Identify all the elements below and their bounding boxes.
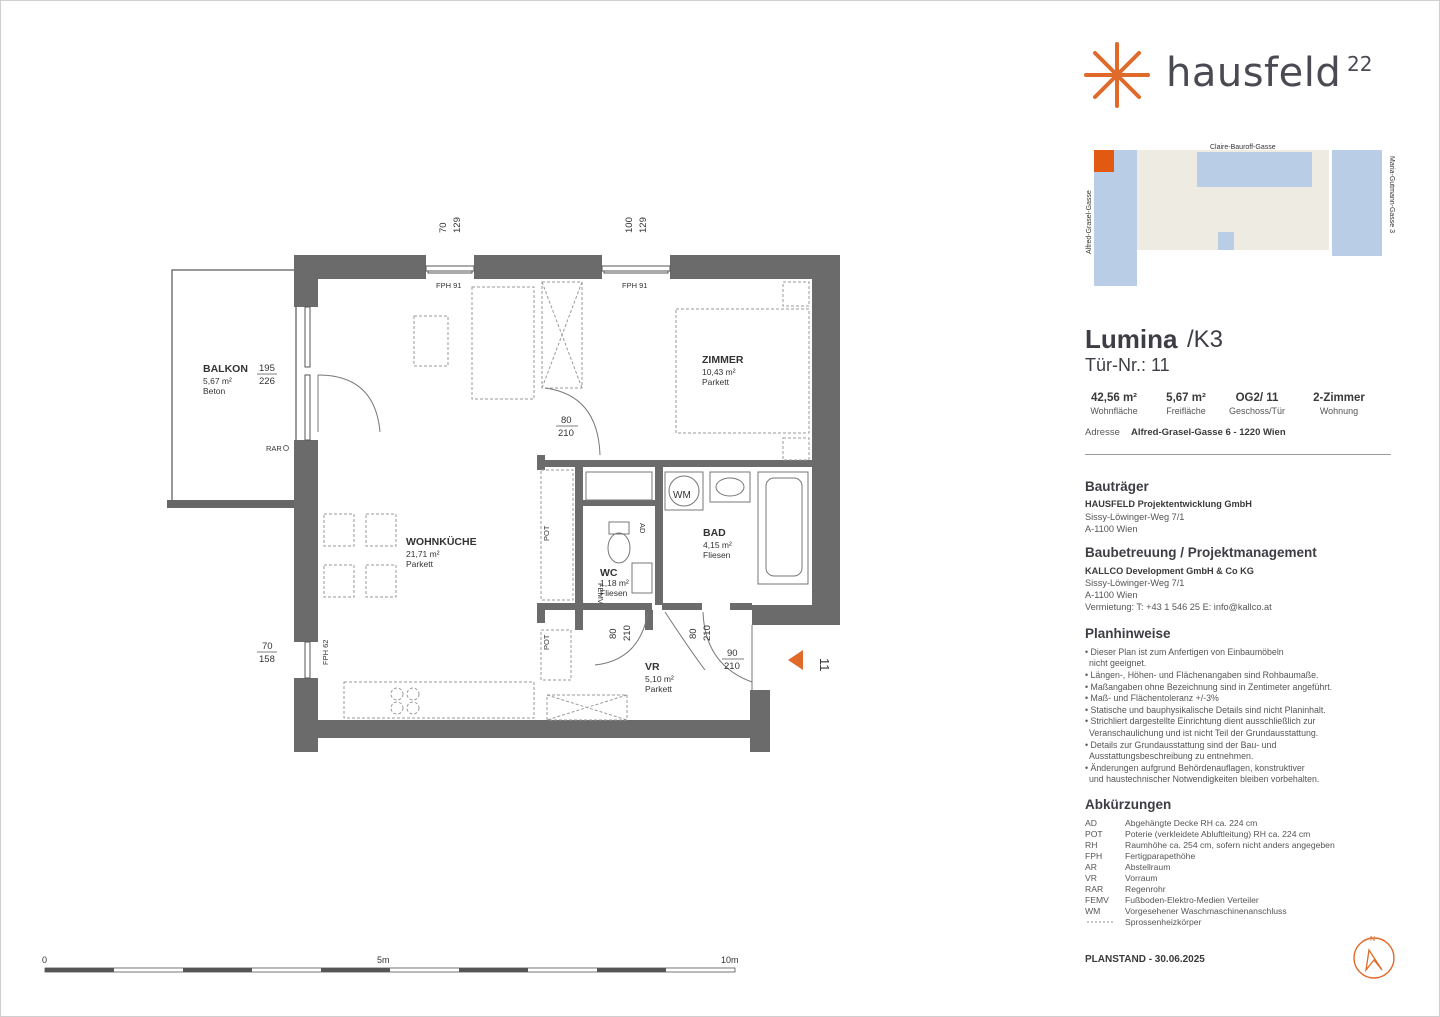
room-name-balkon: BALKON <box>203 363 248 375</box>
abbr-value: Vorgesehener Waschmaschinenanschluss <box>1125 906 1287 916</box>
divider <box>1085 454 1391 455</box>
fact-wohnung: 2-Zimmer Wohnung <box>1313 392 1365 416</box>
street-label: Maria-Gutmann-Gasse 3 <box>1388 156 1395 234</box>
pot-label: POT <box>542 634 551 650</box>
abbr-key: POT <box>1085 829 1103 839</box>
abbr-value: Vorraum <box>1125 873 1158 883</box>
note-line: • Maßangaben ohne Bezeichnung sind in Zentimeter angeführt. <box>1085 682 1333 692</box>
address-label: Adresse <box>1085 427 1120 438</box>
note-line: • Statische und bauphysikalische Details sind nicht Planinhalt. <box>1085 705 1326 715</box>
logo-number: 22 <box>1347 52 1373 76</box>
planstand: PLANSTAND - 30.06.2025 <box>1085 954 1205 965</box>
dim-value: 90 <box>727 648 738 659</box>
dim-value: 80 <box>608 628 619 639</box>
developer-city: A-1100 Wien <box>1085 524 1138 534</box>
abbr-value: Abstellraum <box>1125 862 1171 872</box>
ad-label: AD <box>638 523 647 534</box>
building-code: /K3 <box>1187 326 1224 353</box>
abbr-key: RAR <box>1085 884 1104 894</box>
fph-label: FPH 91 <box>436 281 462 290</box>
abbr-value: Poterie (verkleidete Abluftleitung) RH ca. 224 cm <box>1125 829 1311 839</box>
dim-value: 80 <box>561 415 572 426</box>
room-floor-balkon: Beton <box>203 386 226 396</box>
room-area-wohnkueche: 21,71 m² <box>406 549 440 559</box>
dim-value: 70 <box>262 641 273 652</box>
sanitary <box>586 472 808 593</box>
abbr-key: AR <box>1085 862 1097 872</box>
femv-label: FEMV <box>596 583 605 604</box>
entrance-number: 11 <box>817 658 832 672</box>
dim-value: 226 <box>259 376 275 387</box>
abbr-key: FEMV <box>1085 895 1109 905</box>
compass-icon <box>1348 930 1400 982</box>
scale-bar <box>42 955 739 972</box>
room-area-zimmer: 10,43 m² <box>702 367 736 377</box>
management-company: KALLCO Development GmbH & Co KG <box>1085 566 1254 576</box>
room-area-vr: 5,10 m² <box>645 674 674 684</box>
abbr-value: Fußboden-Elektro-Medien Verteiler <box>1125 895 1259 905</box>
scale-label: 10m <box>721 955 739 965</box>
note-line: • Maß- und Flächentoleranz +/-3% <box>1085 693 1219 703</box>
fact-geschoss: OG2/ 11 Geschoss/Tür <box>1228 392 1286 416</box>
abbr-key: AD <box>1085 818 1097 828</box>
room-floor-wohnkueche: Parkett <box>406 559 433 569</box>
street-label: Alfred-Grasel-Gasse <box>1086 190 1093 254</box>
fph-label: FPH 62 <box>321 639 330 665</box>
developer-street: Sissy-Löwinger-Weg 7/1 <box>1085 512 1185 522</box>
room-floor-zimmer: Parkett <box>702 377 729 387</box>
dim-value: 80 <box>688 628 699 639</box>
doors <box>318 375 752 690</box>
room-name-bad: BAD <box>703 527 726 539</box>
dim-value: 70 <box>438 222 449 233</box>
entrance-arrow-icon <box>788 650 803 670</box>
abbreviations-heading: Abkürzungen <box>1085 797 1172 812</box>
notes-heading: Planhinweise <box>1085 626 1171 641</box>
note-line: • Längen-, Höhen- und Flächenangaben sind Rohbaumaße. <box>1085 670 1319 680</box>
developer-company: HAUSFELD Projektentwicklung GmbH <box>1085 499 1252 509</box>
dim-value: 210 <box>558 428 574 439</box>
abbr-key: VR <box>1085 873 1097 883</box>
fact-wohnflaeche: 42,56 m² Wohnfläche <box>1090 392 1138 416</box>
room-name-wc: WC <box>600 567 618 579</box>
room-floor-wc: Fliesen <box>600 588 628 598</box>
note-line: nicht geeignet. <box>1089 658 1147 668</box>
management-contact: Vermietung: T: +43 1 546 25 E: info@kallco.at <box>1085 602 1272 612</box>
note-line: • Dieser Plan ist zum Anfertigen von Einbaumöbeln <box>1085 647 1284 657</box>
dim-value: 210 <box>724 661 740 672</box>
compass-label: N <box>1370 936 1376 943</box>
address-value: Alfred-Grasel-Gasse 6 - 1220 Wien <box>1131 427 1286 438</box>
note-line: • Details zur Grundausstattung sind der Bau- und <box>1085 740 1277 750</box>
abbr-key: WM <box>1085 906 1101 916</box>
radiator-icon <box>1086 918 1116 926</box>
logo-name: hausfeld <box>1166 50 1342 96</box>
room-area-balkon: 5,67 m² <box>203 376 232 386</box>
abbr-value: Raumhöhe ca. 254 cm, sofern nicht anders angegeben <box>1125 840 1335 850</box>
street-label: Claire-Bauroff-Gasse <box>1210 144 1276 151</box>
management-heading: Baubetreuung / Projektmanagement <box>1085 545 1317 560</box>
room-floor-bad: Fliesen <box>703 550 731 560</box>
logo-star-icon <box>1080 38 1154 112</box>
room-area-bad: 4,15 m² <box>703 540 732 550</box>
door-number: Tür-Nr.: 11 <box>1085 355 1170 375</box>
balcony <box>167 270 299 508</box>
note-line: Ausstattungsbeschreibung zu entnehmen. <box>1089 751 1254 761</box>
project-name: Lumina <box>1085 324 1178 354</box>
note-line: • Strichliert dargestellte Einrichtung dient ausschließlich zur <box>1085 716 1316 726</box>
note-line: Veranschaulichung und ist nicht Teil der Grundausstattung. <box>1089 728 1319 738</box>
note-line: und haustechnischer Notwendigkeiten bleiben vorbehalten. <box>1089 774 1320 784</box>
fph-label: FPH 91 <box>622 281 648 290</box>
interior-walls <box>537 455 812 630</box>
note-line: • Änderungen aufgrund Behördenauflagen, konstruktiver <box>1085 763 1305 773</box>
dim-value: 100 <box>624 217 635 233</box>
dim-value: 158 <box>259 654 275 665</box>
management-street: Sissy-Löwinger-Weg 7/1 <box>1085 578 1185 588</box>
fact-freiflaeche: 5,67 m² Freifläche <box>1166 392 1206 416</box>
dim-value: 129 <box>638 217 649 233</box>
dim-value: 210 <box>622 625 633 641</box>
scale-label: 0 <box>42 955 48 965</box>
abbr-key: FPH <box>1085 851 1103 861</box>
unit-marker <box>1094 150 1114 172</box>
pot-label: POT <box>542 525 551 541</box>
abbr-key: RH <box>1085 840 1098 850</box>
wm-label: WM <box>673 490 691 501</box>
developer-heading: Bauträger <box>1085 479 1149 494</box>
room-area-wc: 1,18 m² <box>600 578 629 588</box>
abbr-value: Abgehängte Decke RH ca. 224 cm <box>1125 818 1258 828</box>
scale-label: 5m <box>377 955 390 965</box>
abbr-value: Regenrohr <box>1125 884 1166 894</box>
room-floor-vr: Parkett <box>645 684 672 694</box>
dim-value: 195 <box>259 363 275 374</box>
rar-label: RAR <box>266 444 282 453</box>
dim-value: 129 <box>452 217 463 233</box>
dim-value: 210 <box>702 625 713 641</box>
management-city: A-1100 Wien <box>1085 590 1138 600</box>
site-keymap <box>1082 140 1400 290</box>
room-name-wohnkueche: WOHNKÜCHE <box>406 536 477 548</box>
abbr-value: Sprossenheizkörper <box>1125 917 1202 927</box>
room-name-zimmer: ZIMMER <box>702 354 744 366</box>
room-name-vr: VR <box>645 661 660 673</box>
abbr-value: Fertigparapethöhe <box>1125 851 1196 861</box>
